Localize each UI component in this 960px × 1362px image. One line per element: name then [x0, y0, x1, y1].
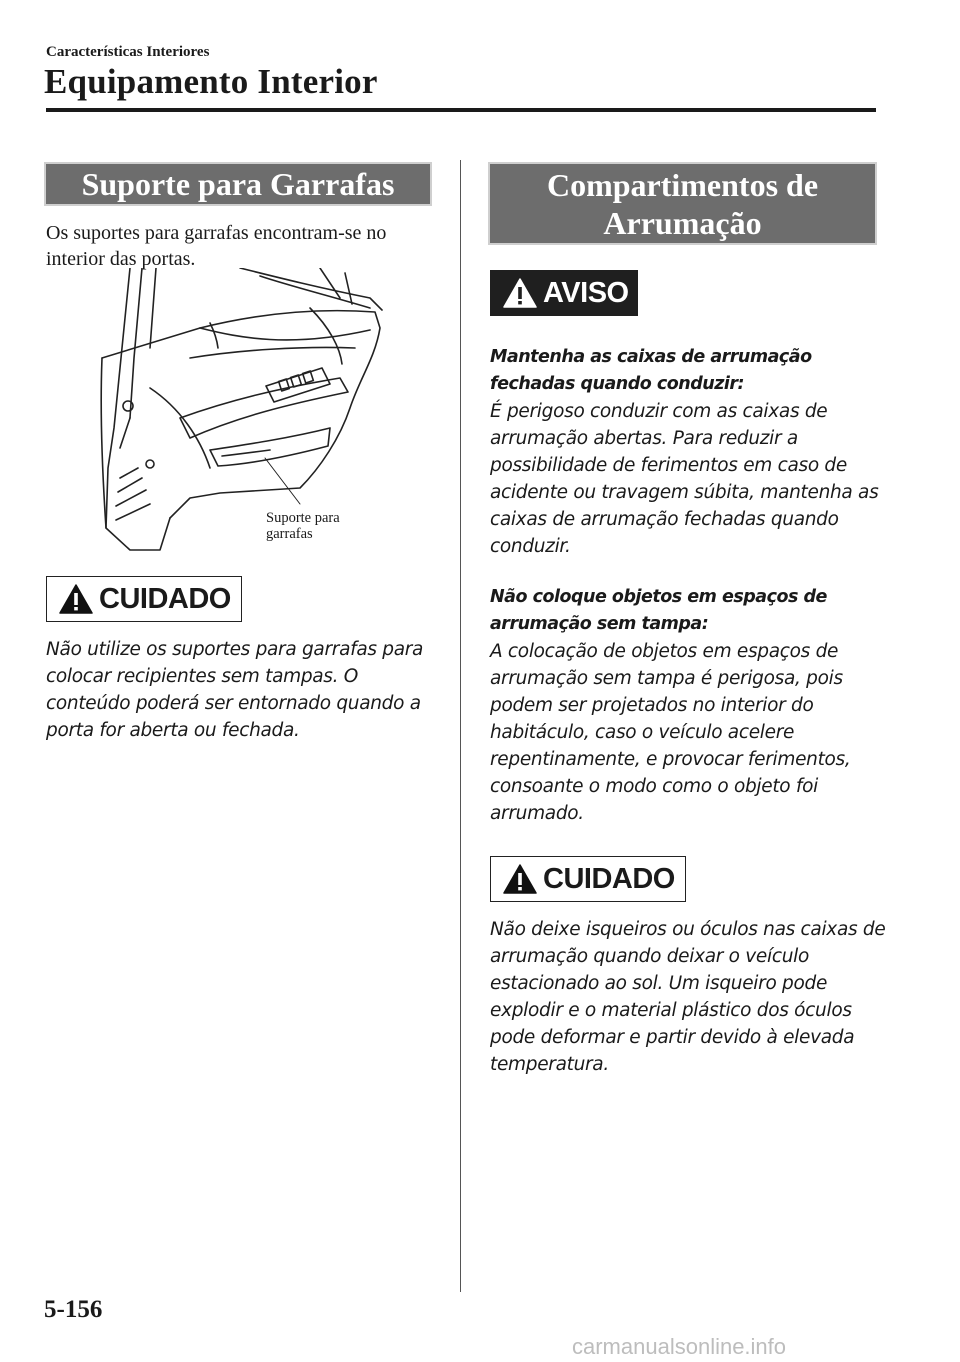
bottle-holder-banner: Suporte para Garrafas: [44, 162, 432, 206]
warning-body-line: podem ser projetados no interior do: [490, 695, 814, 716]
warning-body: [490, 638, 890, 827]
warning-body-line: É perigoso conduzir com as caixas de: [490, 401, 828, 422]
warning-triangle-icon: [59, 584, 93, 614]
warning-heading: [490, 344, 890, 398]
warning-badge: [490, 270, 638, 316]
warning-heading-line: Não coloque objetos em espaços de: [490, 587, 827, 607]
warning-body-line: arrumado.: [490, 803, 584, 824]
caution-line: estacionado ao sol. Um isqueiro pode: [490, 973, 828, 994]
caution-line: porta for aberta ou fechada.: [46, 720, 300, 741]
bottle-holder-intro: [46, 220, 438, 272]
storage-banner-line: Arrumação: [603, 204, 762, 241]
title-rule: [46, 108, 876, 112]
warning-item-1: [490, 344, 890, 560]
warning-label: AVISO: [543, 276, 629, 309]
warning-body-line: arrumação abertas. Para reduzir a: [490, 428, 798, 449]
warning-body-line: possibilidade de ferimentos em caso de: [490, 455, 847, 476]
caution-badge-left: [46, 576, 242, 622]
caption-line: garrafas: [266, 526, 313, 542]
warning-body-line: A colocação de objetos em espaços de: [490, 641, 839, 662]
section-title: Equipamento Interior: [44, 62, 378, 101]
warning-heading-line: arrumação sem tampa:: [490, 614, 709, 634]
warning-heading-line: Mantenha as caixas de arrumação: [490, 347, 812, 367]
warning-body-line: habitáculo, caso o veículo acelere: [490, 722, 795, 743]
warning-body-line: arrumação sem tampa é perigosa, pois: [490, 668, 843, 689]
warning-body-line: consoante o modo como o objeto foi: [490, 776, 818, 797]
chapter-label: Características Interiores: [46, 44, 210, 60]
caution-line: colocar recipientes sem tampas. O: [46, 666, 359, 687]
warning-item-2: [490, 584, 890, 827]
door-bottle-holder-illustration: [90, 268, 390, 554]
warning-heading: [490, 584, 890, 638]
caution-badge-right: [490, 856, 686, 902]
page-number: 5-156: [44, 1296, 103, 1323]
intro-line: Os suportes para garrafas encontram-se no: [46, 222, 387, 244]
warning-body: [490, 398, 890, 560]
caution-line: Não deixe isqueiros ou óculos nas caixas de: [490, 919, 886, 940]
caution-line: explodir e o material plástico dos óculos: [490, 1000, 852, 1021]
column-divider: [460, 160, 461, 1292]
intro-line: interior das portas.: [46, 248, 196, 270]
caption-line: Suporte para: [266, 510, 340, 526]
warning-body-line: repentinamente, e provocar ferimentos,: [490, 749, 851, 770]
caution-text-left: [46, 636, 446, 744]
warning-triangle-icon: [503, 864, 537, 894]
storage-banner: [488, 162, 877, 245]
caution-text-right: [490, 916, 890, 1078]
caution-line: temperatura.: [490, 1054, 609, 1075]
figure-caption: [266, 510, 340, 542]
watermark: carmanualsonline.info: [572, 1334, 787, 1359]
warning-body-line: conduzir.: [490, 536, 571, 557]
warning-body-line: acidente ou travagem súbita, mantenha as: [490, 482, 879, 503]
warning-heading-line: fechadas quando conduzir:: [490, 374, 745, 394]
caution-line: Não utilize os suportes para garrafas para: [46, 639, 424, 660]
warning-triangle-icon: [503, 278, 537, 308]
caution-label: CUIDADO: [99, 582, 231, 615]
caution-line: pode deformar e partir devido à elevada: [490, 1027, 855, 1048]
caution-label: CUIDADO: [543, 862, 675, 895]
caution-line: conteúdo poderá ser entornado quando a: [46, 693, 421, 714]
caution-line: arrumação quando deixar o veículo: [490, 946, 809, 967]
storage-banner-line: Compartimentos de: [546, 166, 819, 203]
warning-body-line: caixas de arrumação fechadas quando: [490, 509, 839, 530]
